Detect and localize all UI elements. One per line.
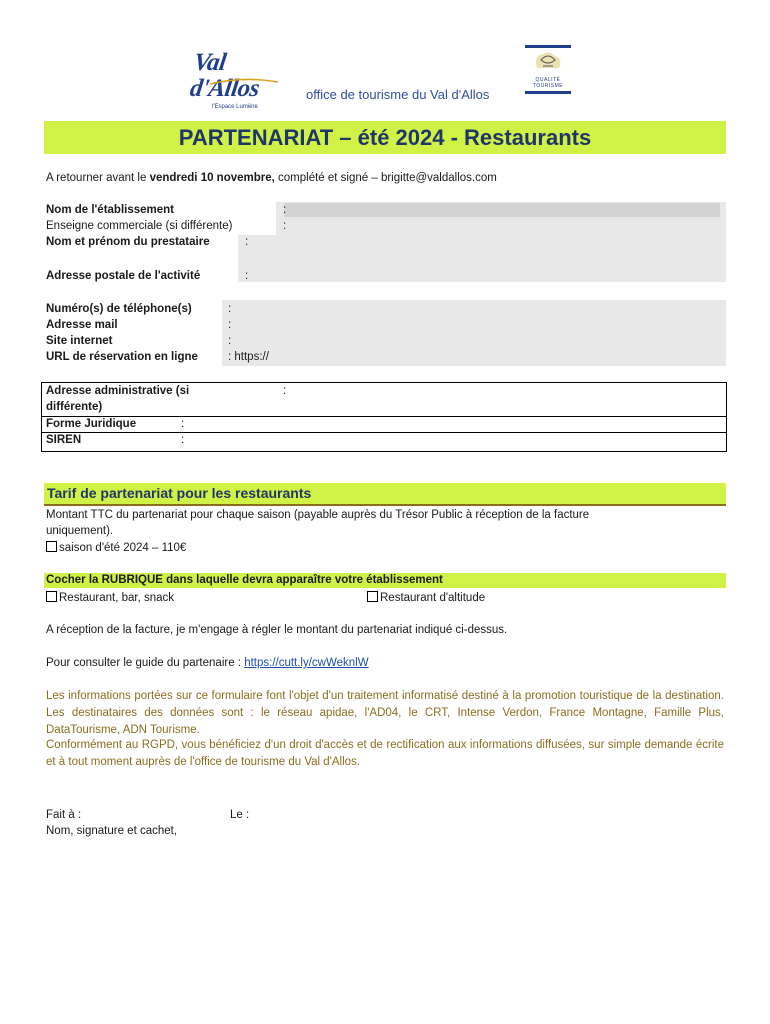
restaurant-bar-snack-label: Restaurant, bar, snack xyxy=(59,592,175,604)
url-label: URL de réservation en ligne xyxy=(46,351,198,363)
telephone-colon: : xyxy=(228,303,232,315)
prestataire-label: Nom et prénom du prestataire xyxy=(46,236,210,248)
adresse-postale-colon: : xyxy=(245,270,249,282)
admin-divider-2 xyxy=(41,432,727,433)
etablissement-colon: : xyxy=(283,204,287,216)
qualite-label-2: TOURISME xyxy=(532,83,564,89)
rubrique-option-1 xyxy=(46,591,174,604)
etablissement-input[interactable] xyxy=(284,203,720,217)
email-colon: : xyxy=(228,319,232,331)
saison-ete-checkbox[interactable] xyxy=(46,541,57,552)
tarif-band xyxy=(44,483,726,506)
enseigne-label: Enseigne commerciale (si différente) xyxy=(46,220,233,232)
site-label: Site internet xyxy=(46,335,113,347)
saison-ete-label: saison d'été 2024 – 110€ xyxy=(59,542,187,554)
guide-text xyxy=(46,657,369,669)
site-colon: : xyxy=(228,335,232,347)
url-value[interactable]: : https:// xyxy=(228,351,269,363)
rgpd-paragraph-1: Les informations portées sur ce formulaire font l'objet d'un traitement informatisé destiné à la promotion touristique de la destination. Les destinataires des données sont : le réseau apidae, l'AD04, le CRT, Intense Verdon, France Montagne, Famille Plus, DataTourisme, ADN Tourisme. xyxy=(46,690,724,736)
restaurant-bar-snack-checkbox[interactable] xyxy=(46,591,57,602)
forme-juridique-label: Forme Juridique xyxy=(46,418,137,430)
fait-a-label: Fait à : xyxy=(46,809,82,821)
prestataire-input-area[interactable] xyxy=(238,235,278,282)
intro-text xyxy=(46,172,497,184)
qualite-emblem-icon xyxy=(523,48,573,74)
telephone-label: Numéro(s) de téléphone(s) xyxy=(46,303,192,315)
etablissement-label: Nom de l'établissement xyxy=(46,204,174,216)
qualite-tourisme-logo xyxy=(523,45,573,101)
rgpd-paragraph-2: Conformément au RGPD, vous bénéficiez d'un droit d'accès et de rectification aux informations diffusées, sur simple demande écrite et à tout moment auprès de l'office de tourisme du Val d'Allos. xyxy=(46,739,724,768)
intro-suffix: complété et signé – brigitte@valdallos.com xyxy=(274,172,497,184)
siren-label: SIREN xyxy=(46,434,82,446)
qualite-label-1: QUALITÉ xyxy=(535,77,561,83)
intro-prefix: A retourner avant le xyxy=(46,172,150,184)
adresse-admin-label-2: différente) xyxy=(46,401,103,413)
guide-link[interactable]: https://cutt.ly/cwWeknlW xyxy=(244,657,369,669)
tarif-text-1: Montant TTC du partenariat pour chaque saison (payable auprès du Trésor Public à réception de la facture xyxy=(46,509,590,521)
forme-juridique-colon: : xyxy=(181,418,185,430)
restaurant-altitude-checkbox[interactable] xyxy=(367,591,378,602)
prestataire-colon: : xyxy=(245,236,249,248)
admin-divider-1 xyxy=(41,416,727,417)
restaurant-altitude-label: Restaurant d'altitude xyxy=(380,592,486,604)
adresse-admin-label-1: Adresse administrative (si xyxy=(46,385,190,397)
val-dallos-logo xyxy=(188,49,284,110)
title-band xyxy=(44,121,726,154)
office-name: office de tourisme du Val d'Allos xyxy=(306,87,490,102)
date-label: Le : xyxy=(230,809,250,821)
logo-script: Val d'Allos xyxy=(188,49,261,102)
enseigne-colon: : xyxy=(283,220,287,232)
engagement-text: A réception de la facture, je m'engage à régler le montant du partenariat indiqué ci-dessus. xyxy=(46,624,508,636)
tarif-option xyxy=(46,541,186,554)
logo-swoosh-icon xyxy=(208,78,280,86)
adresse-admin-colon: : xyxy=(283,385,287,397)
rubrique-option-2 xyxy=(367,591,485,604)
siren-colon: : xyxy=(181,434,185,446)
tarif-heading: Tarif de partenariat pour les restaurants xyxy=(47,485,312,501)
guide-prefix: Pour consulter le guide du partenaire : xyxy=(46,657,245,669)
rubrique-heading: Cocher la RUBRIQUE dans laquelle devra apparaître votre établissement xyxy=(46,574,443,586)
intro-deadline: vendredi 10 novembre, xyxy=(149,172,275,184)
adresse-postale-label: Adresse postale de l'activité xyxy=(46,270,201,282)
tarif-text-2: uniquement). xyxy=(46,525,114,537)
page-title: PARTENARIAT – été 2024 - Restaurants xyxy=(178,124,592,150)
logo-tagline: l'Espace Lumière xyxy=(212,104,258,110)
email-label: Adresse mail xyxy=(46,319,118,331)
signature-label: Nom, signature et cachet, xyxy=(46,825,178,837)
contact-input-area[interactable] xyxy=(222,300,726,366)
